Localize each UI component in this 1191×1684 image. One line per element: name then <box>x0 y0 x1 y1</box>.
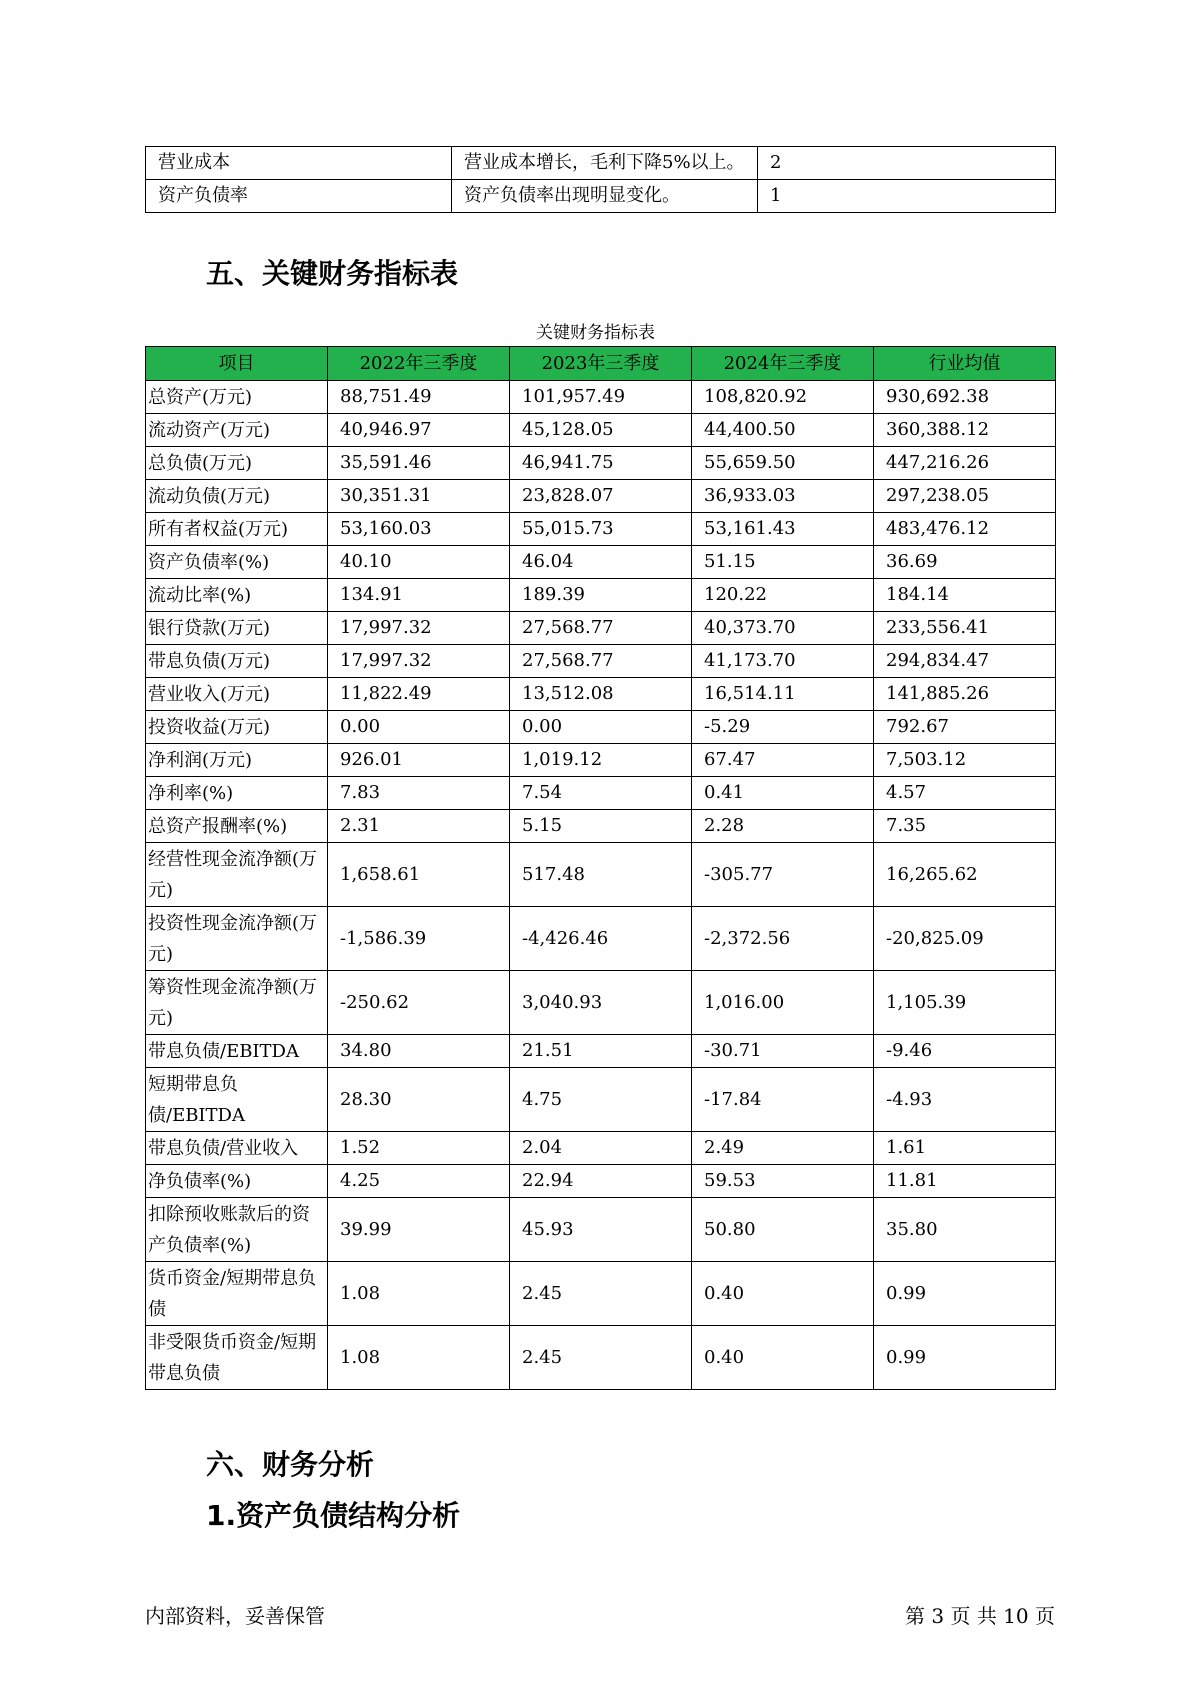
table-cell: -4.93 <box>874 1068 1056 1132</box>
table-cell: 120.22 <box>692 579 874 612</box>
table-row <box>146 1132 1056 1165</box>
table-cell: 45,128.05 <box>510 414 692 447</box>
row-label: 资产负债率(%) <box>146 546 328 579</box>
table-row <box>146 180 1056 213</box>
table-cell: 2.45 <box>510 1262 692 1326</box>
table-cell: 1,658.61 <box>328 843 510 907</box>
table-row <box>146 546 1056 579</box>
row-label: 经营性现金流净额(万元) <box>146 843 328 907</box>
table-cell: 50.80 <box>692 1198 874 1262</box>
table-cell: 46,941.75 <box>510 447 692 480</box>
column-header: 2023年三季度 <box>510 347 692 381</box>
table-cell: 36.69 <box>874 546 1056 579</box>
table-cell: 1,019.12 <box>510 744 692 777</box>
table-cell: 11,822.49 <box>328 678 510 711</box>
row-label: 带息负债/营业收入 <box>146 1132 328 1165</box>
table-cell: 1,016.00 <box>692 971 874 1035</box>
table-cell: 39.99 <box>328 1198 510 1262</box>
row-label: 净负债率(%) <box>146 1165 328 1198</box>
table-cell: 7.35 <box>874 810 1056 843</box>
table-cell: 13,512.08 <box>510 678 692 711</box>
table-cell: 35,591.46 <box>328 447 510 480</box>
row-label: 筹资性现金流净额(万元) <box>146 971 328 1035</box>
table-row <box>146 1326 1056 1390</box>
row-label: 银行贷款(万元) <box>146 612 328 645</box>
table-cell: 483,476.12 <box>874 513 1056 546</box>
table-cell: 40,373.70 <box>692 612 874 645</box>
table-cell: -1,586.39 <box>328 907 510 971</box>
table-cell: 88,751.49 <box>328 381 510 414</box>
table-cell: 17,997.32 <box>328 645 510 678</box>
section-6-heading: 六、财务分析 <box>206 1448 375 1481</box>
table-cell: 51.15 <box>692 546 874 579</box>
table-row <box>146 381 1056 414</box>
table-cell: 447,216.26 <box>874 447 1056 480</box>
table-cell: 营业成本 <box>146 147 452 180</box>
section-5-heading: 五、关键财务指标表 <box>206 257 459 290</box>
table-cell: 11.81 <box>874 1165 1056 1198</box>
table-cell: 0.99 <box>874 1262 1056 1326</box>
table-cell: 55,015.73 <box>510 513 692 546</box>
column-header: 2024年三季度 <box>692 347 874 381</box>
footer-confidential-note: 内部资料，妥善保管 <box>145 1604 325 1628</box>
table-row <box>146 678 1056 711</box>
table-row <box>146 843 1056 907</box>
row-label: 货币资金/短期带息负债 <box>146 1262 328 1326</box>
table-cell: 资产负债率出现明显变化。 <box>452 180 758 213</box>
table-row <box>146 810 1056 843</box>
row-label: 投资性现金流净额(万元) <box>146 907 328 971</box>
table-row <box>146 447 1056 480</box>
table-row <box>146 1198 1056 1262</box>
table-cell: 40,946.97 <box>328 414 510 447</box>
table-cell: 184.14 <box>874 579 1056 612</box>
table-cell: 1.08 <box>328 1262 510 1326</box>
table-cell: 360,388.12 <box>874 414 1056 447</box>
section-6-1-heading: 1.资产负债结构分析 <box>206 1499 461 1532</box>
table-cell: 17,997.32 <box>328 612 510 645</box>
table-cell: 16,514.11 <box>692 678 874 711</box>
table-row <box>146 579 1056 612</box>
table-cell: 23,828.07 <box>510 480 692 513</box>
table-cell: 517.48 <box>510 843 692 907</box>
table-cell: 0.41 <box>692 777 874 810</box>
table-cell: 40.10 <box>328 546 510 579</box>
table-row <box>146 907 1056 971</box>
table-cell: 5.15 <box>510 810 692 843</box>
table-cell: -17.84 <box>692 1068 874 1132</box>
table-cell: 46.04 <box>510 546 692 579</box>
table-cell: 28.30 <box>328 1068 510 1132</box>
table-cell: -30.71 <box>692 1035 874 1068</box>
table-cell: 2.45 <box>510 1326 692 1390</box>
row-label: 带息负债(万元) <box>146 645 328 678</box>
table-cell: -250.62 <box>328 971 510 1035</box>
row-label: 投资收益(万元) <box>146 711 328 744</box>
row-label: 流动负债(万元) <box>146 480 328 513</box>
table-cell: 34.80 <box>328 1035 510 1068</box>
table-row <box>146 971 1056 1035</box>
table-cell: 1.08 <box>328 1326 510 1390</box>
table-row <box>146 645 1056 678</box>
table-cell: 2.31 <box>328 810 510 843</box>
table-cell: -4,426.46 <box>510 907 692 971</box>
table-cell: 0.40 <box>692 1262 874 1326</box>
table-row <box>146 1165 1056 1198</box>
table-row <box>146 744 1056 777</box>
table-cell: 16,265.62 <box>874 843 1056 907</box>
table-cell: 141,885.26 <box>874 678 1056 711</box>
table-cell: 297,238.05 <box>874 480 1056 513</box>
table-cell: 294,834.47 <box>874 645 1056 678</box>
table-cell: 1.61 <box>874 1132 1056 1165</box>
table-row <box>146 147 1056 180</box>
table-cell: 4.75 <box>510 1068 692 1132</box>
table-row <box>146 612 1056 645</box>
column-header: 项目 <box>146 347 328 381</box>
table-cell: 101,957.49 <box>510 381 692 414</box>
table-cell: 营业成本增长，毛利下降5%以上。 <box>452 147 758 180</box>
row-label: 带息负债/EBITDA <box>146 1035 328 1068</box>
table-cell: 27,568.77 <box>510 612 692 645</box>
table-cell: 53,161.43 <box>692 513 874 546</box>
row-label: 总资产报酬率(%) <box>146 810 328 843</box>
row-label: 扣除预收账款后的资产负债率(%) <box>146 1198 328 1262</box>
indicator-change-table <box>145 146 1056 213</box>
table-cell: 0.00 <box>510 711 692 744</box>
table-cell: 45.93 <box>510 1198 692 1262</box>
table-cell: 2 <box>758 147 1056 180</box>
table-cell: 44,400.50 <box>692 414 874 447</box>
row-label: 所有者权益(万元) <box>146 513 328 546</box>
row-label: 短期带息负债/EBITDA <box>146 1068 328 1132</box>
table-cell: 4.25 <box>328 1165 510 1198</box>
table-cell: -9.46 <box>874 1035 1056 1068</box>
table-cell: 792.67 <box>874 711 1056 744</box>
table-cell: 4.57 <box>874 777 1056 810</box>
table-cell: 1,105.39 <box>874 971 1056 1035</box>
table-cell: 134.91 <box>328 579 510 612</box>
key-financial-indicators-table <box>145 346 1056 1390</box>
table-cell: 资产负债率 <box>146 180 452 213</box>
row-label: 总资产(万元) <box>146 381 328 414</box>
row-label: 净利润(万元) <box>146 744 328 777</box>
table-cell: 1 <box>758 180 1056 213</box>
column-header: 行业均值 <box>874 347 1056 381</box>
table-cell: -2,372.56 <box>692 907 874 971</box>
column-header: 2022年三季度 <box>328 347 510 381</box>
table-cell: 0.40 <box>692 1326 874 1390</box>
table-row <box>146 1035 1056 1068</box>
row-label: 总负债(万元) <box>146 447 328 480</box>
table-row <box>146 1068 1056 1132</box>
table-cell: 36,933.03 <box>692 480 874 513</box>
table-cell: 53,160.03 <box>328 513 510 546</box>
table-cell: 67.47 <box>692 744 874 777</box>
table-row <box>146 513 1056 546</box>
table-cell: 59.53 <box>692 1165 874 1198</box>
table-cell: 7.54 <box>510 777 692 810</box>
table-cell: 7.83 <box>328 777 510 810</box>
table-row <box>146 711 1056 744</box>
table-cell: -20,825.09 <box>874 907 1056 971</box>
table-cell: 27,568.77 <box>510 645 692 678</box>
row-label: 流动资产(万元) <box>146 414 328 447</box>
table-cell: 55,659.50 <box>692 447 874 480</box>
table-cell: -5.29 <box>692 711 874 744</box>
table-row <box>146 414 1056 447</box>
table-cell: 41,173.70 <box>692 645 874 678</box>
table-cell: 108,820.92 <box>692 381 874 414</box>
table-cell: 2.28 <box>692 810 874 843</box>
row-label: 非受限货币资金/短期带息负债 <box>146 1326 328 1390</box>
table-row <box>146 480 1056 513</box>
table-header-row <box>146 347 1056 381</box>
footer-page-number: 第 3 页 共 10 页 <box>905 1604 1055 1628</box>
table-row <box>146 1262 1056 1326</box>
table-cell: 35.80 <box>874 1198 1056 1262</box>
table-cell: 3,040.93 <box>510 971 692 1035</box>
table-cell: 0.99 <box>874 1326 1056 1390</box>
table-cell: -305.77 <box>692 843 874 907</box>
table-cell: 0.00 <box>328 711 510 744</box>
table-cell: 233,556.41 <box>874 612 1056 645</box>
table-cell: 21.51 <box>510 1035 692 1068</box>
table-cell: 2.49 <box>692 1132 874 1165</box>
table-caption: 关键财务指标表 <box>536 323 655 343</box>
table-cell: 30,351.31 <box>328 480 510 513</box>
table-cell: 22.94 <box>510 1165 692 1198</box>
table-cell: 2.04 <box>510 1132 692 1165</box>
table-cell: 926.01 <box>328 744 510 777</box>
table-cell: 1.52 <box>328 1132 510 1165</box>
table-cell: 930,692.38 <box>874 381 1056 414</box>
table-cell: 189.39 <box>510 579 692 612</box>
row-label: 流动比率(%) <box>146 579 328 612</box>
row-label: 净利率(%) <box>146 777 328 810</box>
table-cell: 7,503.12 <box>874 744 1056 777</box>
table-row <box>146 777 1056 810</box>
row-label: 营业收入(万元) <box>146 678 328 711</box>
